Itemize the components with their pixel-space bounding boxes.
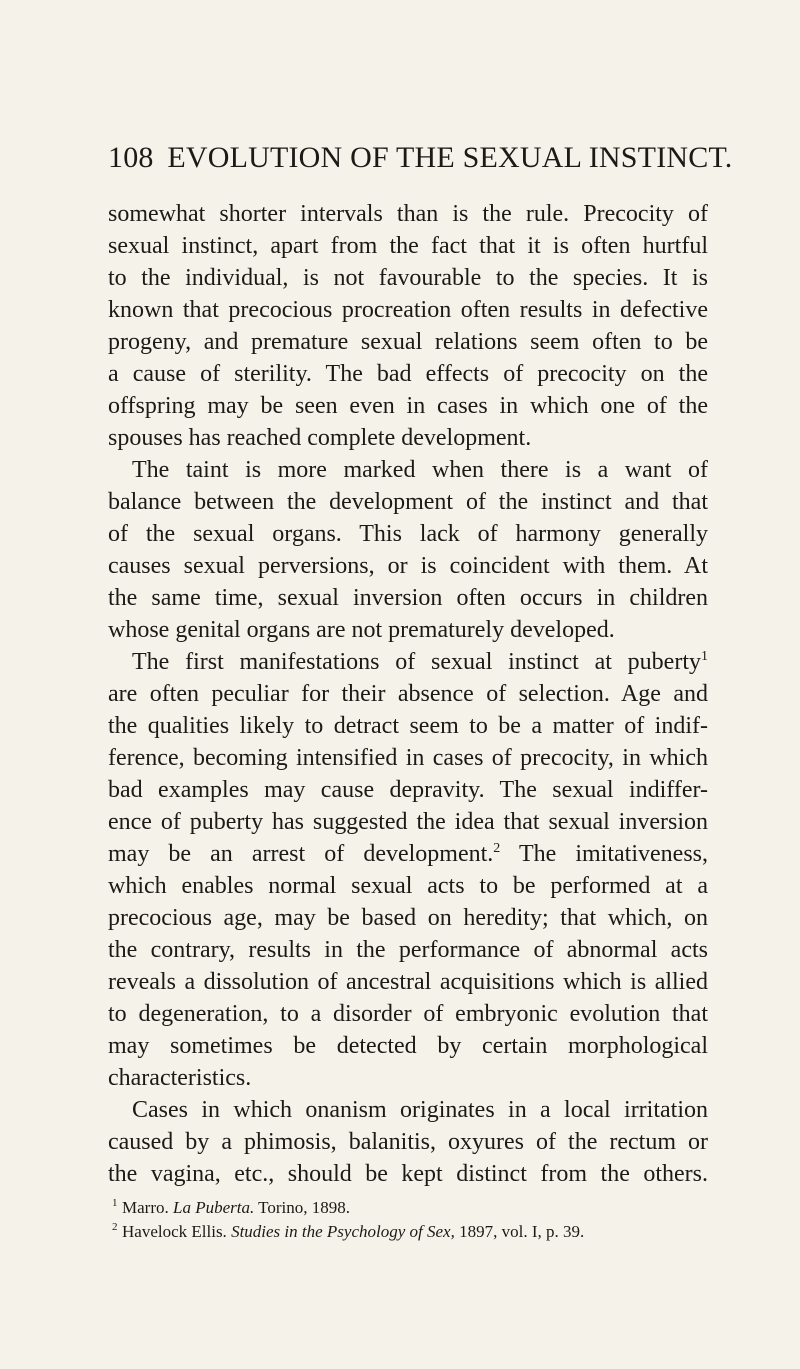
text-line: the qualities likely to detract seem to be a matter of indif- bbox=[108, 713, 708, 739]
footnote-ref[interactable]: 1 bbox=[701, 649, 708, 664]
text-span: may be an arrest of development. bbox=[108, 841, 494, 867]
text-line: bad examples may cause depravity. The sexual indiffer- bbox=[108, 777, 708, 803]
footnote-mark: 2 bbox=[112, 1221, 118, 1233]
text-line: reveals a dissolution of ancestral acquisitions which is allied bbox=[108, 969, 708, 995]
text-line: a cause of sterility. The bad effects of precocity on the bbox=[108, 361, 708, 387]
text-line: may sometimes be detected by certain morphological bbox=[108, 1033, 708, 1059]
text-line: to the individual, is not favourable to the species. It is bbox=[108, 265, 708, 291]
text-line: the contrary, results in the performance of abnormal acts bbox=[108, 937, 708, 963]
text-line: which enables normal sexual acts to be performed at a bbox=[108, 873, 708, 899]
text-line: causes sexual perversions, or is coincident with them. At bbox=[108, 553, 708, 579]
footnote-ref[interactable]: 2 bbox=[493, 841, 501, 856]
text-line: precocious age, may be based on heredity; that which, on bbox=[108, 905, 708, 931]
text-span: The first manifestations of sexual instinct at puberty bbox=[132, 649, 701, 675]
running-header bbox=[108, 138, 733, 178]
footnote-text: Havelock Ellis. bbox=[122, 1222, 232, 1241]
text-line: known that precocious procreation often results in defective bbox=[108, 297, 708, 323]
text-line: are often peculiar for their absence of selection. Age and bbox=[108, 681, 708, 707]
text-line: sexual instinct, apart from the fact that it is often hurtful bbox=[108, 233, 708, 259]
footnote-text: Marro. bbox=[122, 1198, 173, 1217]
text-line bbox=[108, 646, 708, 678]
footnote bbox=[108, 1196, 708, 1220]
text-span: The imitativeness, bbox=[518, 841, 708, 867]
footnote-title: La Puberta. bbox=[172, 1198, 255, 1217]
text-line: to degeneration, to a disorder of embryonic evolution that bbox=[108, 1001, 708, 1027]
text-line: offspring may be seen even in cases in which one of the bbox=[108, 393, 708, 419]
footnote bbox=[108, 1220, 708, 1244]
text-line: characteristics. bbox=[108, 1065, 252, 1091]
footnote-text: Torino, 1898. bbox=[254, 1198, 350, 1217]
page-number: 108 bbox=[108, 141, 154, 174]
text-line: progeny, and premature sexual relations seem often to be bbox=[108, 329, 708, 355]
footnote-title: Studies in the Psychology of Sex, bbox=[231, 1222, 455, 1241]
text-line: spouses has reached complete development. bbox=[108, 425, 532, 451]
text-line: whose genital organs are not prematurely developed. bbox=[108, 617, 615, 643]
text-line: the same time, sexual inversion often occurs in children bbox=[108, 585, 708, 611]
text-line: caused by a phimosis, balanitis, oxyures of the rectum or bbox=[108, 1129, 708, 1155]
text-line: ence of puberty has suggested the idea that sexual inversion bbox=[108, 809, 708, 835]
text-line: of the sexual organs. This lack of harmony generally bbox=[108, 521, 708, 547]
text-line: the vagina, etc., should be kept distinct from the others. bbox=[108, 1161, 708, 1187]
running-title: EVOLUTION OF THE SEXUAL INSTINCT. bbox=[167, 141, 733, 174]
footnote-text: 1897, vol. I, p. 39. bbox=[454, 1222, 585, 1241]
footnote-mark: 1 bbox=[112, 1197, 118, 1209]
text-line: Cases in which onanism originates in a local irritation bbox=[132, 1097, 708, 1123]
text-line: ference, becoming intensified in cases of precocity, in which bbox=[108, 745, 708, 771]
text-line bbox=[108, 838, 708, 870]
text-line: balance between the development of the instinct and that bbox=[108, 489, 708, 515]
text-line: The taint is more marked when there is a want of bbox=[132, 457, 708, 483]
text-line: somewhat shorter intervals than is the rule. Precocity of bbox=[108, 201, 708, 227]
